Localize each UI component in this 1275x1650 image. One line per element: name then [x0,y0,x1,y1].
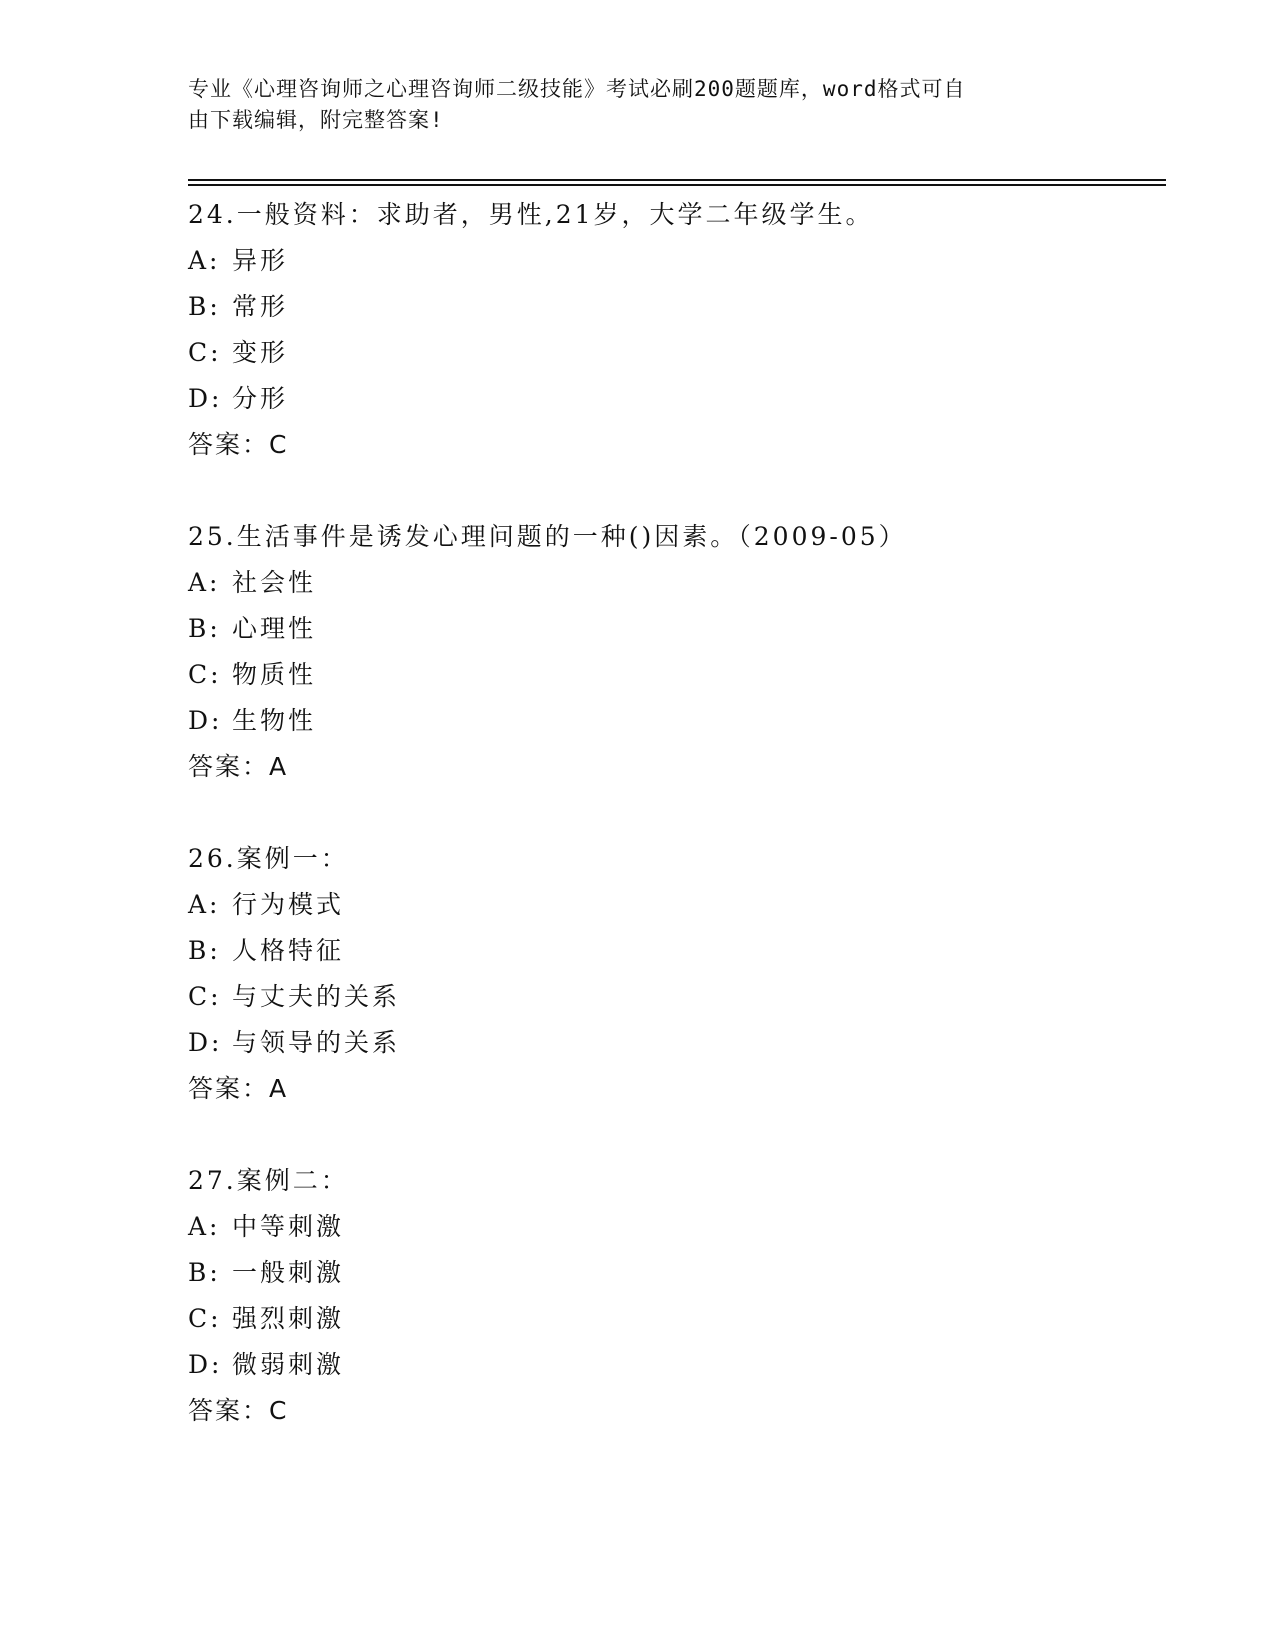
option-key: D: [188,706,223,735]
question-24 [188,192,1166,468]
option-text: 心理性 [232,614,317,643]
option-key: B: [188,614,221,643]
option-key: A: [188,246,221,275]
option-text: 变形 [232,338,289,367]
answer-line: 答案：A [188,752,289,781]
answer-line: 答案：C [188,1396,289,1425]
option-c [188,330,1166,376]
option-key: B: [188,292,221,321]
option-d [188,376,1166,422]
option-key: A: [188,568,221,597]
header-line-1: 专业《心理咨询师之心理咨询师二级技能》考试必刷200题题库，word格式可自 [188,77,966,101]
question-stem: 27.案例二： [188,1166,349,1195]
option-d [188,1342,1166,1388]
header-rule-top [188,179,1166,181]
option-a [188,238,1166,284]
header-rule-bottom [188,184,1166,186]
option-a [188,882,1166,928]
option-text: 社会性 [232,568,317,597]
option-key: D: [188,1350,223,1379]
option-text: 分形 [232,384,289,413]
option-key: B: [188,1258,221,1287]
option-b [188,606,1166,652]
option-key: C: [188,338,222,367]
option-text: 中等刺激 [232,1212,345,1241]
option-text: 物质性 [232,660,317,689]
option-text: 常形 [232,292,289,321]
option-text: 异形 [232,246,289,275]
header-line-2: 由下载编辑，附完整答案! [188,108,444,132]
option-c [188,652,1166,698]
option-text: 强烈刺激 [232,1304,345,1333]
option-b [188,284,1166,330]
option-text: 与丈夫的关系 [232,982,401,1011]
option-key: B: [188,936,221,965]
option-d [188,698,1166,744]
option-text: 与领导的关系 [232,1028,401,1057]
option-text: 人格特征 [232,936,345,965]
question-27 [188,1158,1166,1434]
option-text: 生物性 [232,706,317,735]
option-key: C: [188,982,222,1011]
option-key: A: [188,1212,221,1241]
option-text: 行为模式 [232,890,345,919]
question-stem: 26.案例一： [188,844,349,873]
option-b [188,1250,1166,1296]
question-stem: 25.生活事件是诱发心理问题的一种()因素。（2009-05） [188,522,907,551]
option-key: C: [188,1304,222,1333]
option-d [188,1020,1166,1066]
option-b [188,928,1166,974]
option-a [188,1204,1166,1250]
question-25 [188,514,1166,790]
option-text: 微弱刺激 [232,1350,345,1379]
question-26 [188,836,1166,1112]
option-c [188,1296,1166,1342]
option-a [188,560,1166,606]
option-key: D: [188,384,223,413]
answer-line: 答案：A [188,1074,289,1103]
option-c [188,974,1166,1020]
header-note [188,74,1068,136]
option-key: C: [188,660,222,689]
option-text: 一般刺激 [232,1258,345,1287]
question-list [188,192,1166,1434]
question-stem: 24.一般资料：求助者，男性,21岁，大学二年级学生。 [188,200,874,229]
option-key: D: [188,1028,223,1057]
option-key: A: [188,890,221,919]
answer-line: 答案：C [188,430,289,459]
